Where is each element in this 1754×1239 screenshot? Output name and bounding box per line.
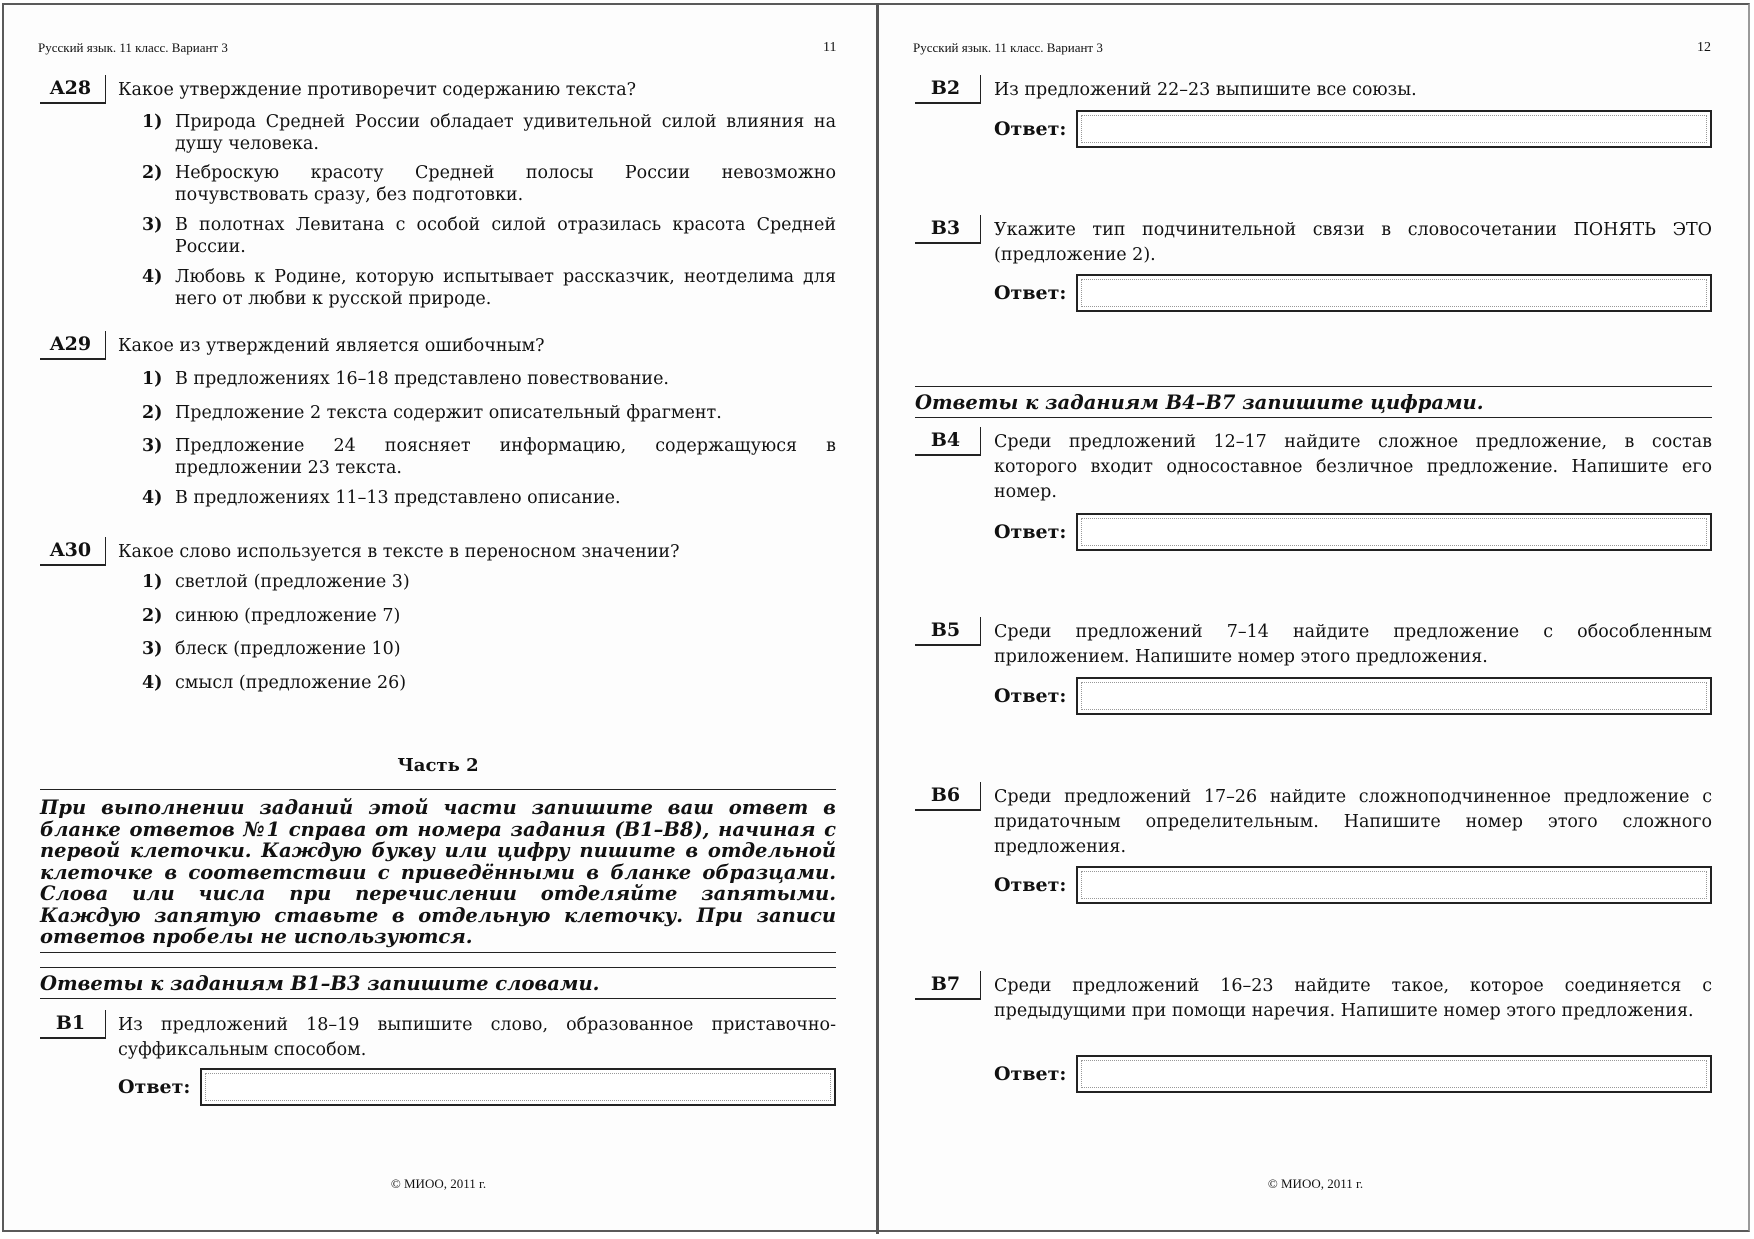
- answer-field[interactable]: [1076, 866, 1712, 904]
- option-number: 1): [142, 369, 163, 389]
- answer-option[interactable]: [142, 672, 836, 694]
- section-subheading: Ответы к заданиям B4–B7 запишите цифрами.: [915, 391, 1484, 414]
- task-label: B4: [915, 427, 981, 456]
- task-label: B5: [915, 617, 981, 646]
- option-number: 3): [142, 436, 163, 456]
- task-question: Какое утверждение противоречит содержанию текста?: [118, 80, 637, 100]
- option-text: В предложениях 16–18 представлено повествование.: [175, 369, 669, 389]
- answer-option[interactable]: [142, 435, 836, 479]
- page-12: [877, 0, 1754, 1239]
- task-question: Среди предложений 17–26 найдите сложноподчиненное предложение с придаточным определительным. Напишите номер этого сложного предложения.: [994, 787, 1712, 857]
- page-footer: © МИОО, 2011 г.: [390, 1176, 487, 1191]
- answer-field[interactable]: [200, 1068, 836, 1106]
- answer-field[interactable]: [1076, 274, 1712, 312]
- task-question: Какое слово используется в тексте в переносном значении?: [118, 542, 680, 562]
- section-subheading: Ответы к заданиям B1–B3 запишите словами.: [40, 972, 600, 995]
- answer-field[interactable]: [1076, 513, 1712, 551]
- task-label: B3: [915, 215, 981, 244]
- answer-option[interactable]: [142, 368, 836, 390]
- task-label: A28: [40, 75, 106, 104]
- option-number: 4): [142, 488, 163, 508]
- answer-option[interactable]: [142, 487, 836, 509]
- answer-option[interactable]: [142, 214, 836, 258]
- task-label: A30: [40, 537, 106, 566]
- divider-rule: [40, 998, 836, 999]
- divider-rule: [915, 386, 1712, 387]
- task-question: Какое из утверждений является ошибочным?: [118, 336, 545, 356]
- page-number: 11: [823, 40, 837, 55]
- task-question: Из предложений 22–23 выпишите все союзы.: [994, 80, 1417, 100]
- option-number: 1): [142, 112, 163, 132]
- option-text: Предложение 2 текста содержит описательный фрагмент.: [175, 403, 722, 423]
- option-text: Предложение 24 поясняет информацию, содержащуюся в предложении 23 текста.: [175, 436, 836, 478]
- divider-rule: [40, 952, 836, 953]
- task-label: A29: [40, 331, 106, 360]
- option-number: 3): [142, 215, 163, 235]
- divider-rule: [915, 417, 1712, 418]
- answer-option[interactable]: [142, 571, 836, 593]
- answer-label: Ответ:: [994, 521, 1067, 543]
- option-text: Природа Средней России обладает удивительной силой влияния на душу человека.: [175, 112, 836, 154]
- answer-option[interactable]: [142, 605, 836, 627]
- task-question: Среди предложений 16–23 найдите такое, которое соединяется с предыдущими при помощи наречия. Напишите номер этого предложения.: [994, 976, 1712, 1021]
- answer-field[interactable]: [1076, 110, 1712, 148]
- option-number: 1): [142, 572, 163, 592]
- task-label: B1: [40, 1010, 106, 1039]
- divider-rule: [40, 967, 836, 968]
- task-label: B6: [915, 782, 981, 811]
- answer-option[interactable]: [142, 162, 836, 206]
- answer-label: Ответ:: [994, 282, 1067, 304]
- answer-label: Ответ:: [994, 118, 1067, 140]
- option-number: 2): [142, 403, 163, 423]
- part2-title: Часть 2: [397, 755, 479, 776]
- task-question: Укажите тип подчинительной связи в словосочетании ПОНЯТЬ ЭТО (предложение 2).: [994, 220, 1712, 265]
- option-text: Неброскую красоту Средней полосы России невозможно почувствовать сразу, без подготовки.: [175, 163, 836, 205]
- answer-field[interactable]: [1076, 677, 1712, 715]
- answer-label: Ответ:: [994, 874, 1067, 896]
- answer-option[interactable]: [142, 402, 836, 424]
- answer-option[interactable]: [142, 266, 836, 310]
- page-footer: © МИОО, 2011 г.: [1267, 1176, 1364, 1191]
- task-label: B7: [915, 971, 981, 1000]
- page-header: Русский язык. 11 класс. Вариант 3: [913, 40, 1103, 55]
- option-number: 3): [142, 639, 163, 659]
- option-text: блеск (предложение 10): [175, 639, 401, 659]
- answer-field[interactable]: [1076, 1055, 1712, 1093]
- task-question: Среди предложений 12–17 найдите сложное предложение, в состав которого входит односоставное безличное предложение. Напишите его номер.: [994, 432, 1712, 502]
- answer-label: Ответ:: [994, 685, 1067, 707]
- part2-instructions: При выполнении заданий этой части запишите ваш ответ в бланке ответов №1 справа от номера задания (B1–B8), начиная с первой клеточки. Каждую букву или цифру пишите в отдельной клеточке в соответствии с приведёнными в бланке образцами. Слова или числа при перечислении отделяйте запятыми. Каждую запятую ставьте в отдельную клеточку. При записи ответов пробелы не используются.: [40, 796, 836, 948]
- task-question: Среди предложений 7–14 найдите предложение с обособленным приложением. Напишите номер этого предложения.: [994, 622, 1712, 667]
- divider-rule: [40, 789, 836, 790]
- option-text: смысл (предложение 26): [175, 673, 407, 693]
- option-number: 4): [142, 267, 163, 287]
- option-text: светлой (предложение 3): [175, 572, 410, 592]
- option-number: 2): [142, 606, 163, 626]
- page-header: Русский язык. 11 класс. Вариант 3: [38, 40, 228, 55]
- page-number: 12: [1697, 40, 1711, 55]
- answer-option[interactable]: [142, 111, 836, 155]
- answer-label: Ответ:: [994, 1063, 1067, 1085]
- option-text: Любовь к Родине, которую испытывает рассказчик, неотделима для него от любви к русской природе.: [175, 267, 836, 309]
- option-text: В предложениях 11–13 представлено описание.: [175, 488, 621, 508]
- option-text: В полотнах Левитана с особой силой отразилась красота Средней России.: [175, 215, 836, 257]
- answer-label: Ответ:: [118, 1076, 191, 1098]
- option-number: 2): [142, 163, 163, 183]
- answer-option[interactable]: [142, 638, 836, 660]
- task-question: Из предложений 18–19 выпишите слово, образованное приставочно-суффиксальным способом.: [118, 1015, 836, 1060]
- option-text: синюю (предложение 7): [175, 606, 401, 626]
- option-number: 4): [142, 673, 163, 693]
- task-label: B2: [915, 75, 981, 104]
